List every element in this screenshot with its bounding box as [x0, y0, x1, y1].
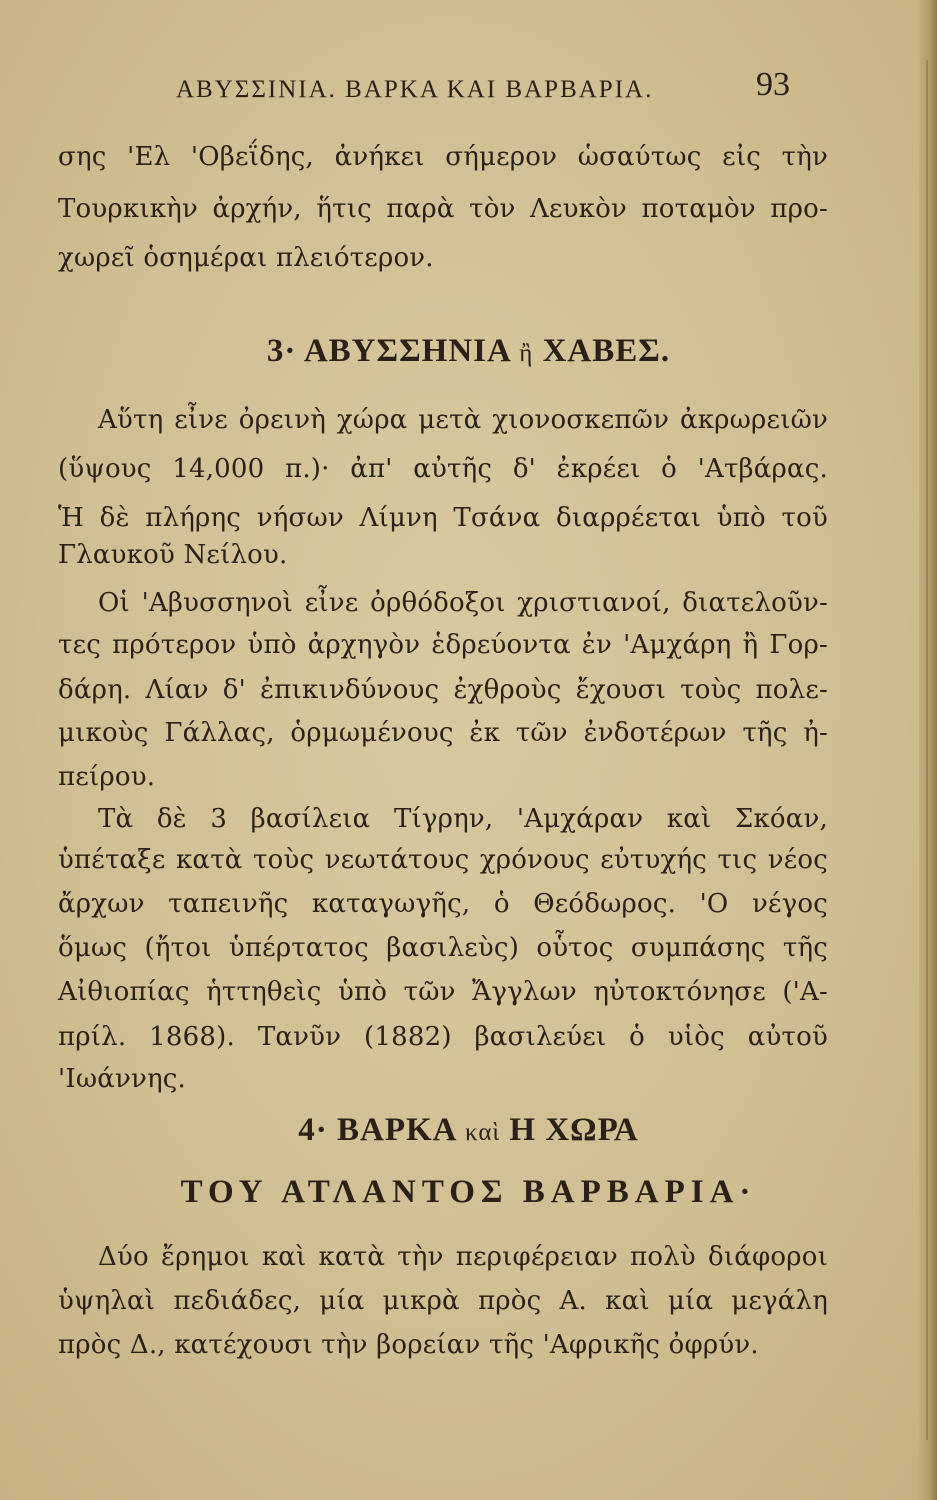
section-3-line: Αἰθιοπίας ἡττηθεὶς ὑπὸ τῶν Ἄγγλων ηὐτοκτόνησε ('Α-	[58, 977, 828, 1007]
section-3-line: ὅμως (ἤτοι ὑπέρτατος βασιλεὺς) οὗτος συμπάσης τῆς	[58, 933, 828, 963]
section-3-line: δάρη. Λίαν δ' ἐπικινδύνους ἐχθροὺς ἔχουσι τοὺς πολε-	[58, 675, 828, 705]
page-edge	[919, 0, 937, 1500]
section-4-number: 4·	[298, 1112, 328, 1148]
section-3-number: 3·	[266, 333, 297, 369]
page-fold-line	[926, 60, 928, 1440]
running-head: ΑΒΥΣΣΙΝΙΑ. ΒΑΡΚΑ ΚΑΙ ΒΑΡΒΑΡΙΑ.	[176, 76, 654, 103]
section-3-line: ὑπέταξε κατὰ τοὺς νεωτάτους χρόνους εὐτυχής τις νέος	[58, 845, 828, 875]
section-4-title-main: ΒΑΡΚΑ	[337, 1112, 456, 1148]
page-number: 93	[756, 66, 790, 103]
section-3-heading	[0, 333, 937, 370]
section-3-line: 'Ιωάννης.	[58, 1064, 186, 1094]
section-4-heading-line-2: ΤΟΥ ΑΤΛΑΝΤΟΣ ΒΑΡΒΑΡΙΑ·	[180, 1174, 757, 1210]
section-3-title-conj: ἢ	[519, 340, 534, 367]
section-3-line: πρίλ. 1868). Τανῦν (1882) βασιλεύει ὁ υἱὸς αὐτοῦ	[58, 1022, 828, 1052]
section-4-title-conj: καὶ	[464, 1119, 501, 1146]
intro-line: Τουρκικὴν ἀρχήν, ἥτις παρὰ τὸν Λευκὸν ποταμὸν προ-	[58, 194, 828, 224]
section-3-line: Αὕτη εἶνε ὀρεινὴ χώρα μετὰ χιονοσκεπῶν ἀκρωρειῶν	[98, 405, 828, 435]
section-3-line: Γλαυκοῦ Νείλου.	[58, 540, 288, 570]
section-3-line: τες πρότερον ὑπὸ ἀρχηγὸν ἑδρεύοντα ἐν 'Αμχάρη ἢ Γορ-	[58, 630, 828, 660]
intro-line: χωρεῖ ὁσημέραι πλειότερον.	[58, 243, 434, 273]
section-3-line: μικοὺς Γάλλας, ὁρμωμένους ἐκ τῶν ἐνδοτέρων τῆς ἠ-	[58, 718, 828, 748]
intro-line: σης 'Ελ 'Οβεΐδης, ἀνήκει σήμερον ὡσαύτως εἰς τὴν	[58, 142, 828, 172]
section-3-line: Οἱ 'Αβυσσηνοὶ εἶνε ὀρθόδοξοι χριστιανοί, διατελοῦν-	[98, 588, 828, 618]
section-3-line: ἄρχων ταπεινῆς καταγωγῆς, ὁ Θεόδωρος. 'Ο νέγος	[58, 889, 828, 919]
section-4-heading	[0, 1112, 937, 1149]
section-4-title-rest: Η ΧΩΡΑ	[509, 1112, 639, 1148]
section-3-line: Ἡ δὲ πλήρης νήσων Λίμνη Τσάνα διαρρέεται ὑπὸ τοῦ	[58, 503, 828, 533]
section-3-title-main: ΑΒΥΣΣΗΝΙΑ	[303, 333, 511, 369]
section-4-line: Δύο ἔρημοι καὶ κατὰ τὴν περιφέρειαν πολὺ διάφοροι	[98, 1242, 828, 1272]
section-4-line: ὑψηλαὶ πεδιάδες, μία μικρὰ πρὸς Α. καὶ μία μεγάλη	[58, 1286, 828, 1316]
section-3-line: πείρου.	[58, 762, 156, 792]
section-3-title-rest: ΧΑΒΕΣ.	[542, 333, 671, 369]
section-3-line: Τὰ δὲ 3 βασίλεια Τίγρην, 'Αμχάραν καὶ Σκόαν,	[98, 804, 828, 834]
section-3-line: (ὕψους 14,000 π.)· ἀπ' αὐτῆς δ' ἐκρέει ὁ 'Ατβάρας.	[58, 454, 828, 484]
section-4-line: πρὸς Δ., κατέχουσι τὴν βορείαν τῆς 'Αφρικῆς ὀφρύν.	[58, 1330, 759, 1360]
